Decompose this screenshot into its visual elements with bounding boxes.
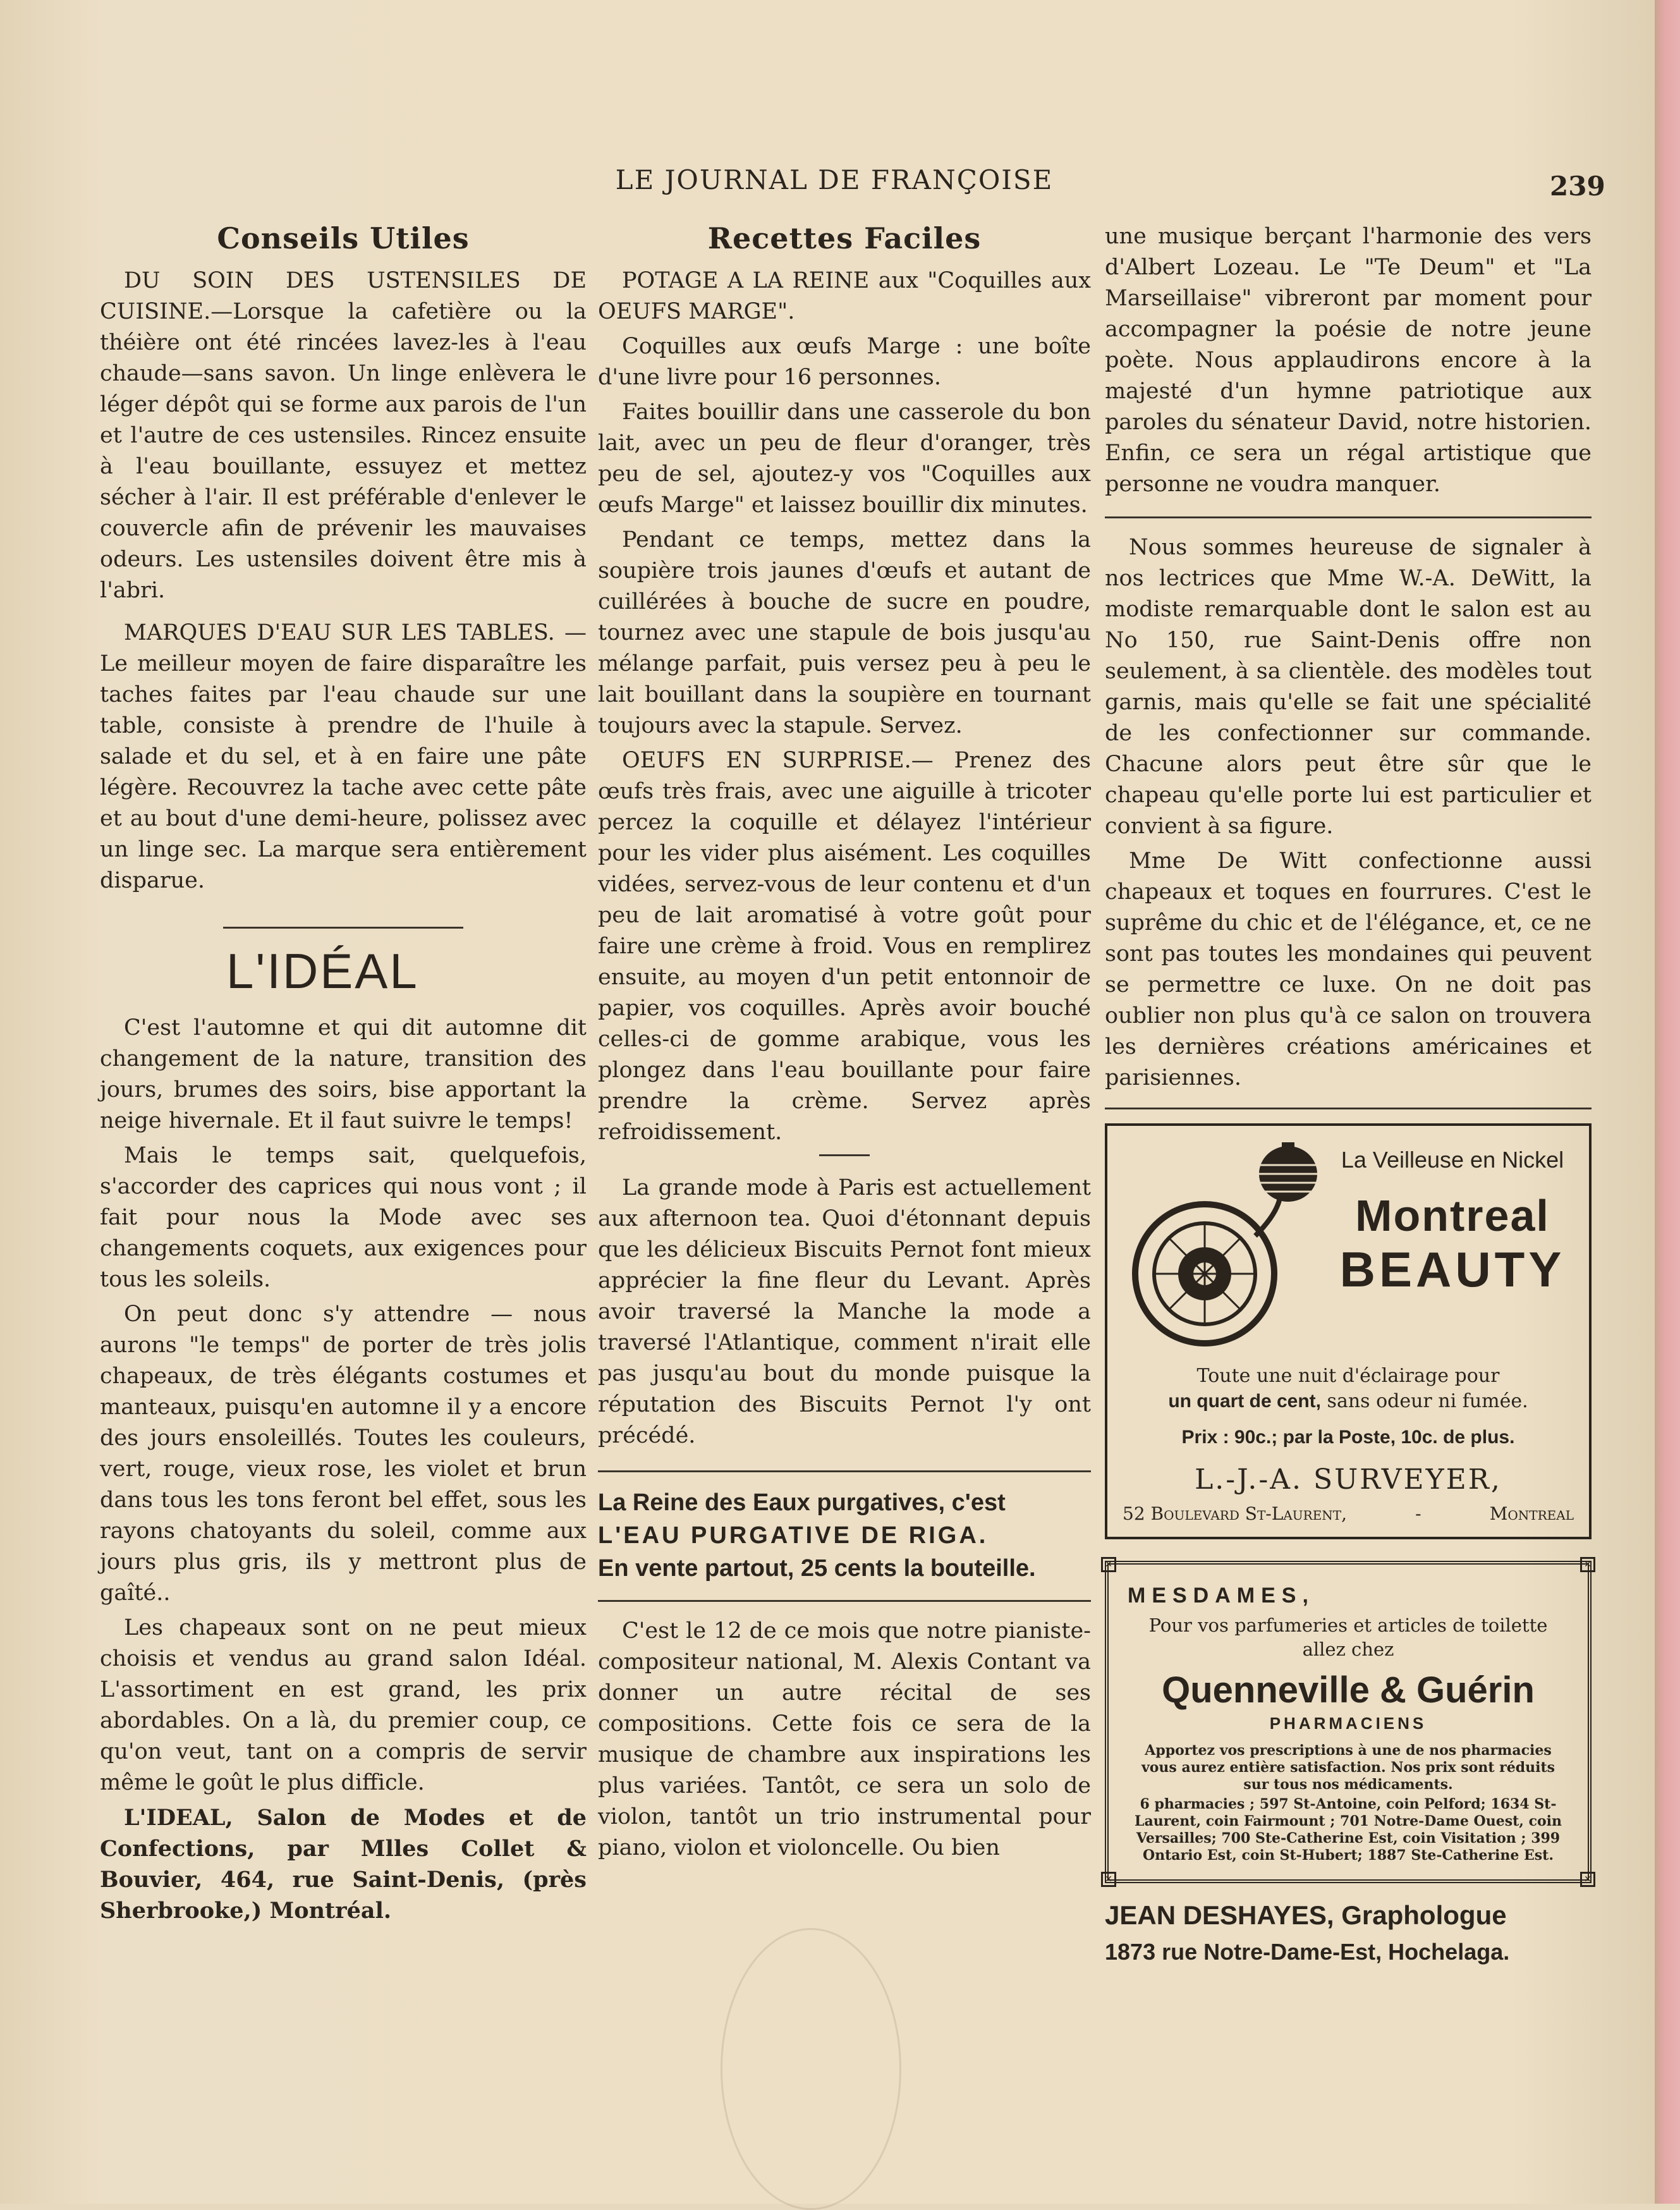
divider [1105,1108,1592,1109]
riga-ad [598,1486,1091,1585]
journal-header: LE JOURNAL DE FRANÇOISE [615,164,1054,195]
ad1-veilleuse: La Veilleuse en Nickel [1341,1147,1564,1173]
page-number: 239 [1550,171,1605,202]
paragraph-oeufs: OEUFS EN SURPRISE.— Prenez des œufs très frais, avec une aiguille à tricoter percez la coquille et délayez l'intérieur pour les vider plus aisément. Les coquilles vidées, servez-vous de leur contenu et d'un peu de lait aromatisé à votre goût pour faire une crème à froid. Vous en remplirez ensuite, au moyen d'un petit entonnoir de papier, vos coquilles. Après avoir bouché celles-ci de gomme arabique, vous les plongez dans l'eau bouillante pour faire prendre la crème. Servez après refroidissement. [598,748,1091,1145]
ad2-pharmaciens: PHARMACIENS [1269,1714,1427,1733]
section-heading-recettes: Recettes Faciles [707,221,982,255]
column-right [1105,221,1592,1970]
ad1-address-right: Montreal [1489,1503,1574,1524]
paragraph-ideal-5: L'IDEAL, Salon de Modes et de Confections, par Mlles Collet & Bouvier, 464, rue Saint-Denis, (près Sherbrooke,) Montréal. [100,1805,587,1924]
ad1-description [1123,1364,1574,1414]
divider [598,1470,1091,1472]
ad2-small-2: 6 pharmacies ; 597 St-Antoine, coin Pelford; 1634 St-Laurent, coin Fairmount ; 701 Notre-Dame Ouest, coin Versailles; 700 Ste-Catherine Est, coin Visitation ; 399 Ontario Est, coin St-Hubert; 1887 Ste-Catherine Est. [1135,1796,1562,1864]
divider [1105,516,1592,518]
paragraph-mode: La grande mode à Paris est actuellement aux afternoon tea. Quoi d'étonnant depuis que les délicieux Biscuits Pernot font mieux apprécier la fine fleur du Levant. Après avoir traversé la Manche la mode a traversé l'Atlantique, comment n'irait elle pas jusqu'au bout du monde puisque la réputation des Biscuits Pernot l'y ont précédé. [598,1175,1091,1448]
short-divider [819,1154,870,1156]
quenneville-guerin-ad [1105,1561,1592,1883]
ideal-title: L'IDÉAL [226,943,419,999]
paragraph-ustensiles: DU SOIN DES USTENSILES DE CUISINE.—Lorsque la cafetière ou la théière ont été rincées lavez-les à l'eau chaude—sans savon. Un linge enlèvera le léger dépôt qui se forme aux parois de l'un et l'autre de ces ustensiles. Rincez ensuite à l'eau bouillante, essuyez et mettez sécher à l'air. Il est préférable d'enlever le couvercle afin de prévenir les mauvaises odeurs. Les ustensiles doivent être mis à l'abri. [100,268,587,603]
paragraph-faites: Faites bouillir dans une casserole du bon lait, avec un peu de fleur d'oranger, très peu de sel, ajoutez-y vos "Coquilles aux œufs Marge" et laissez bouillir dix minutes. [598,400,1091,518]
page-edge [1655,0,1680,2204]
ad1-merchant: L.-J.-A. SURVEYER, [1195,1463,1502,1496]
riga-line-2: L'EAU PURGATIVE DE RIGA. [598,1522,989,1549]
ad1-desc-3: sans odeur ni fumée. [1327,1390,1528,1412]
corner-ornament-icon: ✕ [1101,1872,1116,1887]
paragraph-concert-cont: une musique berçant l'harmonie des vers d'Albert Lozeau. Le "Te Deum" et "La Marseillaise" vibreront par moment pour accompagner la poésie de notre jeune poète. Nous applaudirons encore à la majesté d'un hymne patriotique aux paroles du sénateur David, notre historien. Enfin, ce sera un régal artistique que personne ne voudra manquer. [1105,224,1592,497]
paper-stain [721,1928,901,2210]
divider [223,927,463,929]
paragraph-ideal-3: On peut donc s'y attendre — nous aurons "le temps" de porter de très jolis chapeaux, de très élégants costumes et manteaux, puisqu'en automne il y a encore des jours ensoleillés. Toutes les couleurs, vert, rouge, vieux rose, les violet et brun dans tous les tons feront bel effet, sous les rayons chatoyants du soleil, comme aux jours plus gris, ils y mettront plus de gaîté.. [100,1302,587,1606]
corner-ornament-icon: ✕ [1580,1557,1595,1572]
paragraph-dewitt-2: Mme De Witt confectionne aussi chapeaux et toques en fourrures. C'est le suprême du chic et de l'élégance, et, ce ne sont pas toutes les mondaines qui peuvent se permettre ce luxe. On ne doit pas oublier non plus qu'à ce salon on trouvera les dernières créations américaines et parisiennes. [1105,848,1592,1090]
paragraph-ideal-1: C'est l'automne et qui dit automne dit changement de la nature, transition des jours, brumes des soirs, bise apportant la neige hivernale. Et il faut suivre le temps! [100,1015,587,1133]
ad2-mesdames: MESDAMES, [1128,1584,1315,1608]
ad1-price: Prix : 90c.; par la Poste, 10c. de plus. [1181,1427,1515,1448]
paragraph-ideal-4: Les chapeaux sont on ne peut mieux choisis et vendus au grand salon Idéal. L'assortiment en est grand, les prix abordables. On a là, du premier coup, ce qu'on veut, tant on a compris de servir même le goût le plus difficle. [100,1615,587,1795]
ad1-desc-1: Toute une nuit d'éclairage pour [1196,1365,1500,1387]
ad1-beauty: BEAUTY [1339,1242,1566,1297]
ad2-small-1: Apportez vos prescriptions à une de nos pharmacies vous aurez entière satisfaction. Nos prix sont réduits sur tous nos médicaments. [1141,1742,1555,1793]
ad1-desc-2: un quart de cent, [1168,1391,1321,1412]
divider [598,1600,1091,1602]
montreal-beauty-ad [1105,1123,1592,1539]
ad1-address-left: 52 Boulevard St-Laurent, [1123,1503,1348,1524]
column-left [100,221,587,1930]
section-heading-conseils: Conseils Utiles [217,221,470,255]
corner-ornament-icon: ✕ [1580,1872,1595,1887]
riga-line-1: La Reine des Eaux purgatives, c'est [598,1489,1006,1516]
paragraph-ideal-2: Mais le temps sait, quelquefois, s'accorder des caprices qui nous vont ; il fait pour nous la Mode avec ses changements coquets, aux exigences pour tous les soleils. [100,1143,587,1292]
ad2-pour: Pour vos parfumeries et articles de toilette allez chez [1148,1615,1548,1660]
nightlight-lamp-icon [1123,1141,1331,1356]
deshayes-line-1: JEAN DESHAYES, Graphologue [1105,1900,1507,1930]
ad1-address-dash: - [1415,1503,1421,1524]
paragraph-pendant: Pendant ce temps, mettez dans la soupière trois jaunes d'œufs et autant de cuillérées à bouche de sucre en poudre, tournez avec une stapule de bois jusqu'au mélange parfait, puis versez peu à peu le lait bouillant dans la soupière en tournant toujours avec la stapule. Servez. [598,527,1091,738]
riga-line-3: En vente partout, 25 cents la bouteille. [598,1555,1036,1582]
paragraph-marques: MARQUES D'EAU SUR LES TABLES. — Le meilleur moyen de faire disparaître les taches faites par l'eau chaude sur une table, consiste à prendre de l'huile à salade et du sel, et à en faire une pâte légère. Recouvrez la tache avec cette pâte et au bout d'une demi-heure, polissez avec un linge sec. La marque sera entièrement disparue. [100,620,587,893]
column-middle [598,221,1091,1867]
deshayes-line-2: 1873 rue Notre-Dame-Est, Hochelaga. [1105,1939,1510,1965]
paragraph-coquilles: Coquilles aux œufs Marge : une boîte d'une livre pour 16 personnes. [598,334,1091,390]
paragraph-potage: POTAGE A LA REINE aux "Coquilles aux OEUFS MARGE". [598,268,1091,324]
ad1-address [1123,1503,1574,1524]
paragraph-dewitt-1: Nous sommes heureuse de signaler à nos lectrices que Mme W.-A. DeWitt, la modiste remarquable dont le salon est au No 150, rue Saint-Denis offre non seulement, à sa clientèle. des modèles tout garnis, mais qu'elle se fait une spécialité de les confectionner sur commande. Chacune alors peut être sûr que le chapeau qu'elle porte lui est particulier et convient à sa figure. [1105,535,1592,839]
ad2-name: Quenneville & Guérin [1162,1670,1535,1711]
paragraph-contant: C'est le 12 de ce mois que notre pianiste-compositeur national, M. Alexis Contant va donner un autre récital de ses compositions. Cette fois ce sera de la musique de chambre aux inspirations les plus variées. Tantôt, ce sera un solo de violon, tantôt un trio instrumental pour piano, violon et violoncelle. Ou bien [598,1618,1091,1860]
ad1-montreal: Montreal [1355,1191,1550,1240]
deshayes-ad [1105,1897,1592,1970]
corner-ornament-icon: ✕ [1101,1557,1116,1572]
